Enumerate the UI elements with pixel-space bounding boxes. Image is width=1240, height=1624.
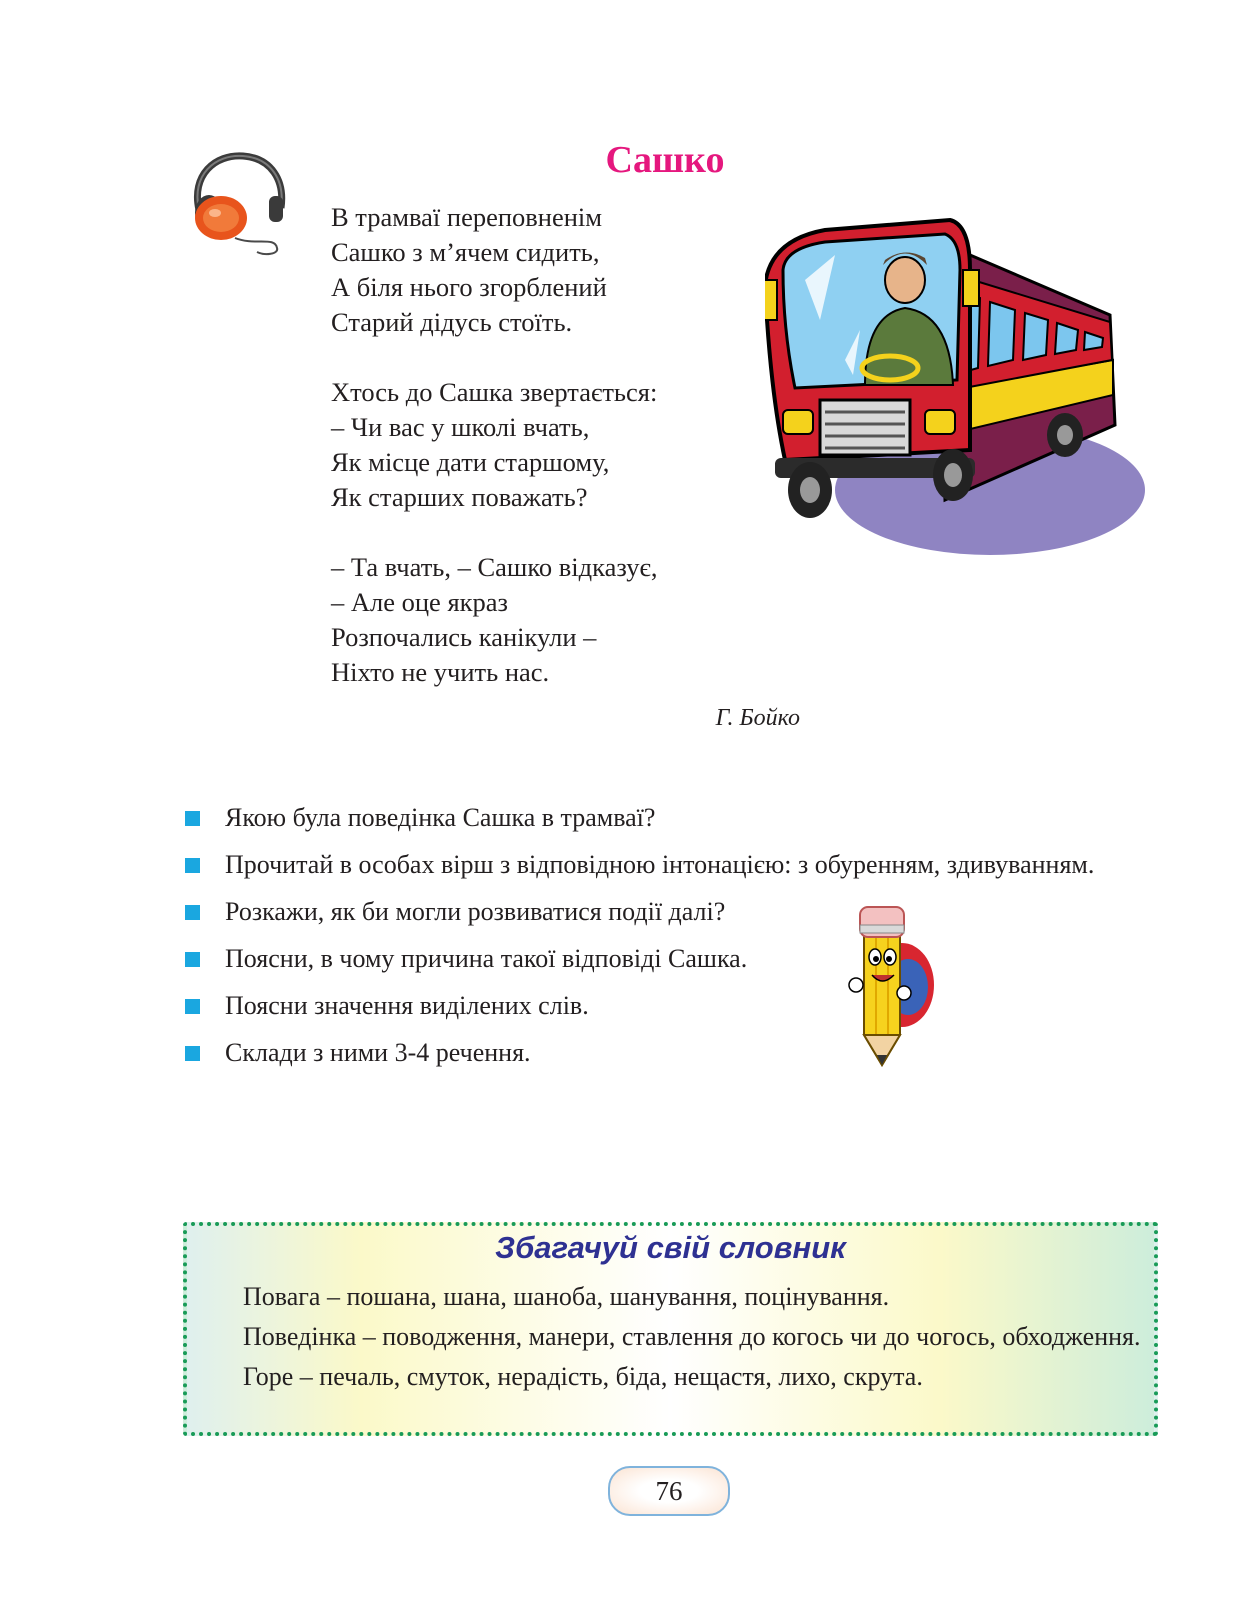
bullet-square-icon xyxy=(185,1046,200,1061)
poem-line: Розпочались канікули – xyxy=(331,622,597,652)
question-item xyxy=(185,894,865,930)
pencil-mascot xyxy=(842,895,942,1075)
question-item xyxy=(185,941,865,977)
poem-body xyxy=(331,200,751,725)
bullet-square-icon xyxy=(185,952,200,967)
poem-author: Г. Бойко xyxy=(715,705,800,731)
question-text: Прочитай в особах вірш з відповідною інтонацією: з обуренням, здивуванням. xyxy=(225,850,1095,879)
poem-stanza xyxy=(331,375,751,515)
poem-line: Хтось до Сашка звертається: xyxy=(331,377,658,407)
question-text: Поясни значення виділених слів. xyxy=(225,991,589,1020)
poem-stanza xyxy=(331,550,751,690)
vocabulary-entries xyxy=(201,1281,1143,1401)
question-list xyxy=(185,800,1165,1082)
poem-line: Ніхто не учить нас. xyxy=(331,657,550,687)
poem-line: Як місце дати старшому, xyxy=(331,447,610,477)
poem-line: Старий дідусь стоїть. xyxy=(331,307,573,337)
poem-line: – Чи вас у школі вчать, xyxy=(331,412,590,442)
question-item xyxy=(185,800,1165,836)
question-text: Склади з ними 3-4 речення. xyxy=(225,1038,531,1067)
bullet-square-icon xyxy=(185,811,200,826)
vocabulary-box xyxy=(183,1222,1158,1436)
vocabulary-entry: Горе – печаль, смуток, нерадість, біда, нещастя, лихо, скрута. xyxy=(243,1362,923,1391)
bullet-square-icon xyxy=(185,858,200,873)
poem-line: Сашко з м’ячем сидить, xyxy=(331,237,600,267)
vocabulary-entry: Повага – пошана, шана, шаноба, шанування, поцінування. xyxy=(243,1282,890,1311)
headphones-icon xyxy=(185,150,295,260)
question-text: Поясни, в чому причина такої відповіді Сашка. xyxy=(225,944,748,973)
page-number: 76 xyxy=(608,1466,730,1516)
poem-line: – Та вчать, – Сашко відказує, xyxy=(331,552,658,582)
poem-line: – Але оце якраз xyxy=(331,587,508,617)
poem-line: А біля нього згорблений xyxy=(331,272,607,302)
bus-illustration xyxy=(765,210,1145,570)
poem-line: Як старших поважать? xyxy=(331,482,588,512)
bullet-square-icon xyxy=(185,999,200,1014)
question-text: Якою була поведінка Сашка в трамваї? xyxy=(225,803,656,832)
bullet-square-icon xyxy=(185,905,200,920)
vocabulary-entry: Поведінка – поводження, манери, ставлення до когось чи до чогось, обходження. xyxy=(243,1322,1141,1351)
question-item xyxy=(185,847,1165,883)
poem-title: Сашко xyxy=(605,139,725,181)
poem-line: В трамваї переповненім xyxy=(331,202,603,232)
question-item xyxy=(185,1035,865,1071)
question-item xyxy=(185,988,865,1024)
question-text: Розкажи, як би могли розвиватися події далі? xyxy=(225,897,726,926)
vocabulary-title: Збагачуй свій словник xyxy=(495,1230,846,1265)
poem-stanza xyxy=(331,200,751,340)
